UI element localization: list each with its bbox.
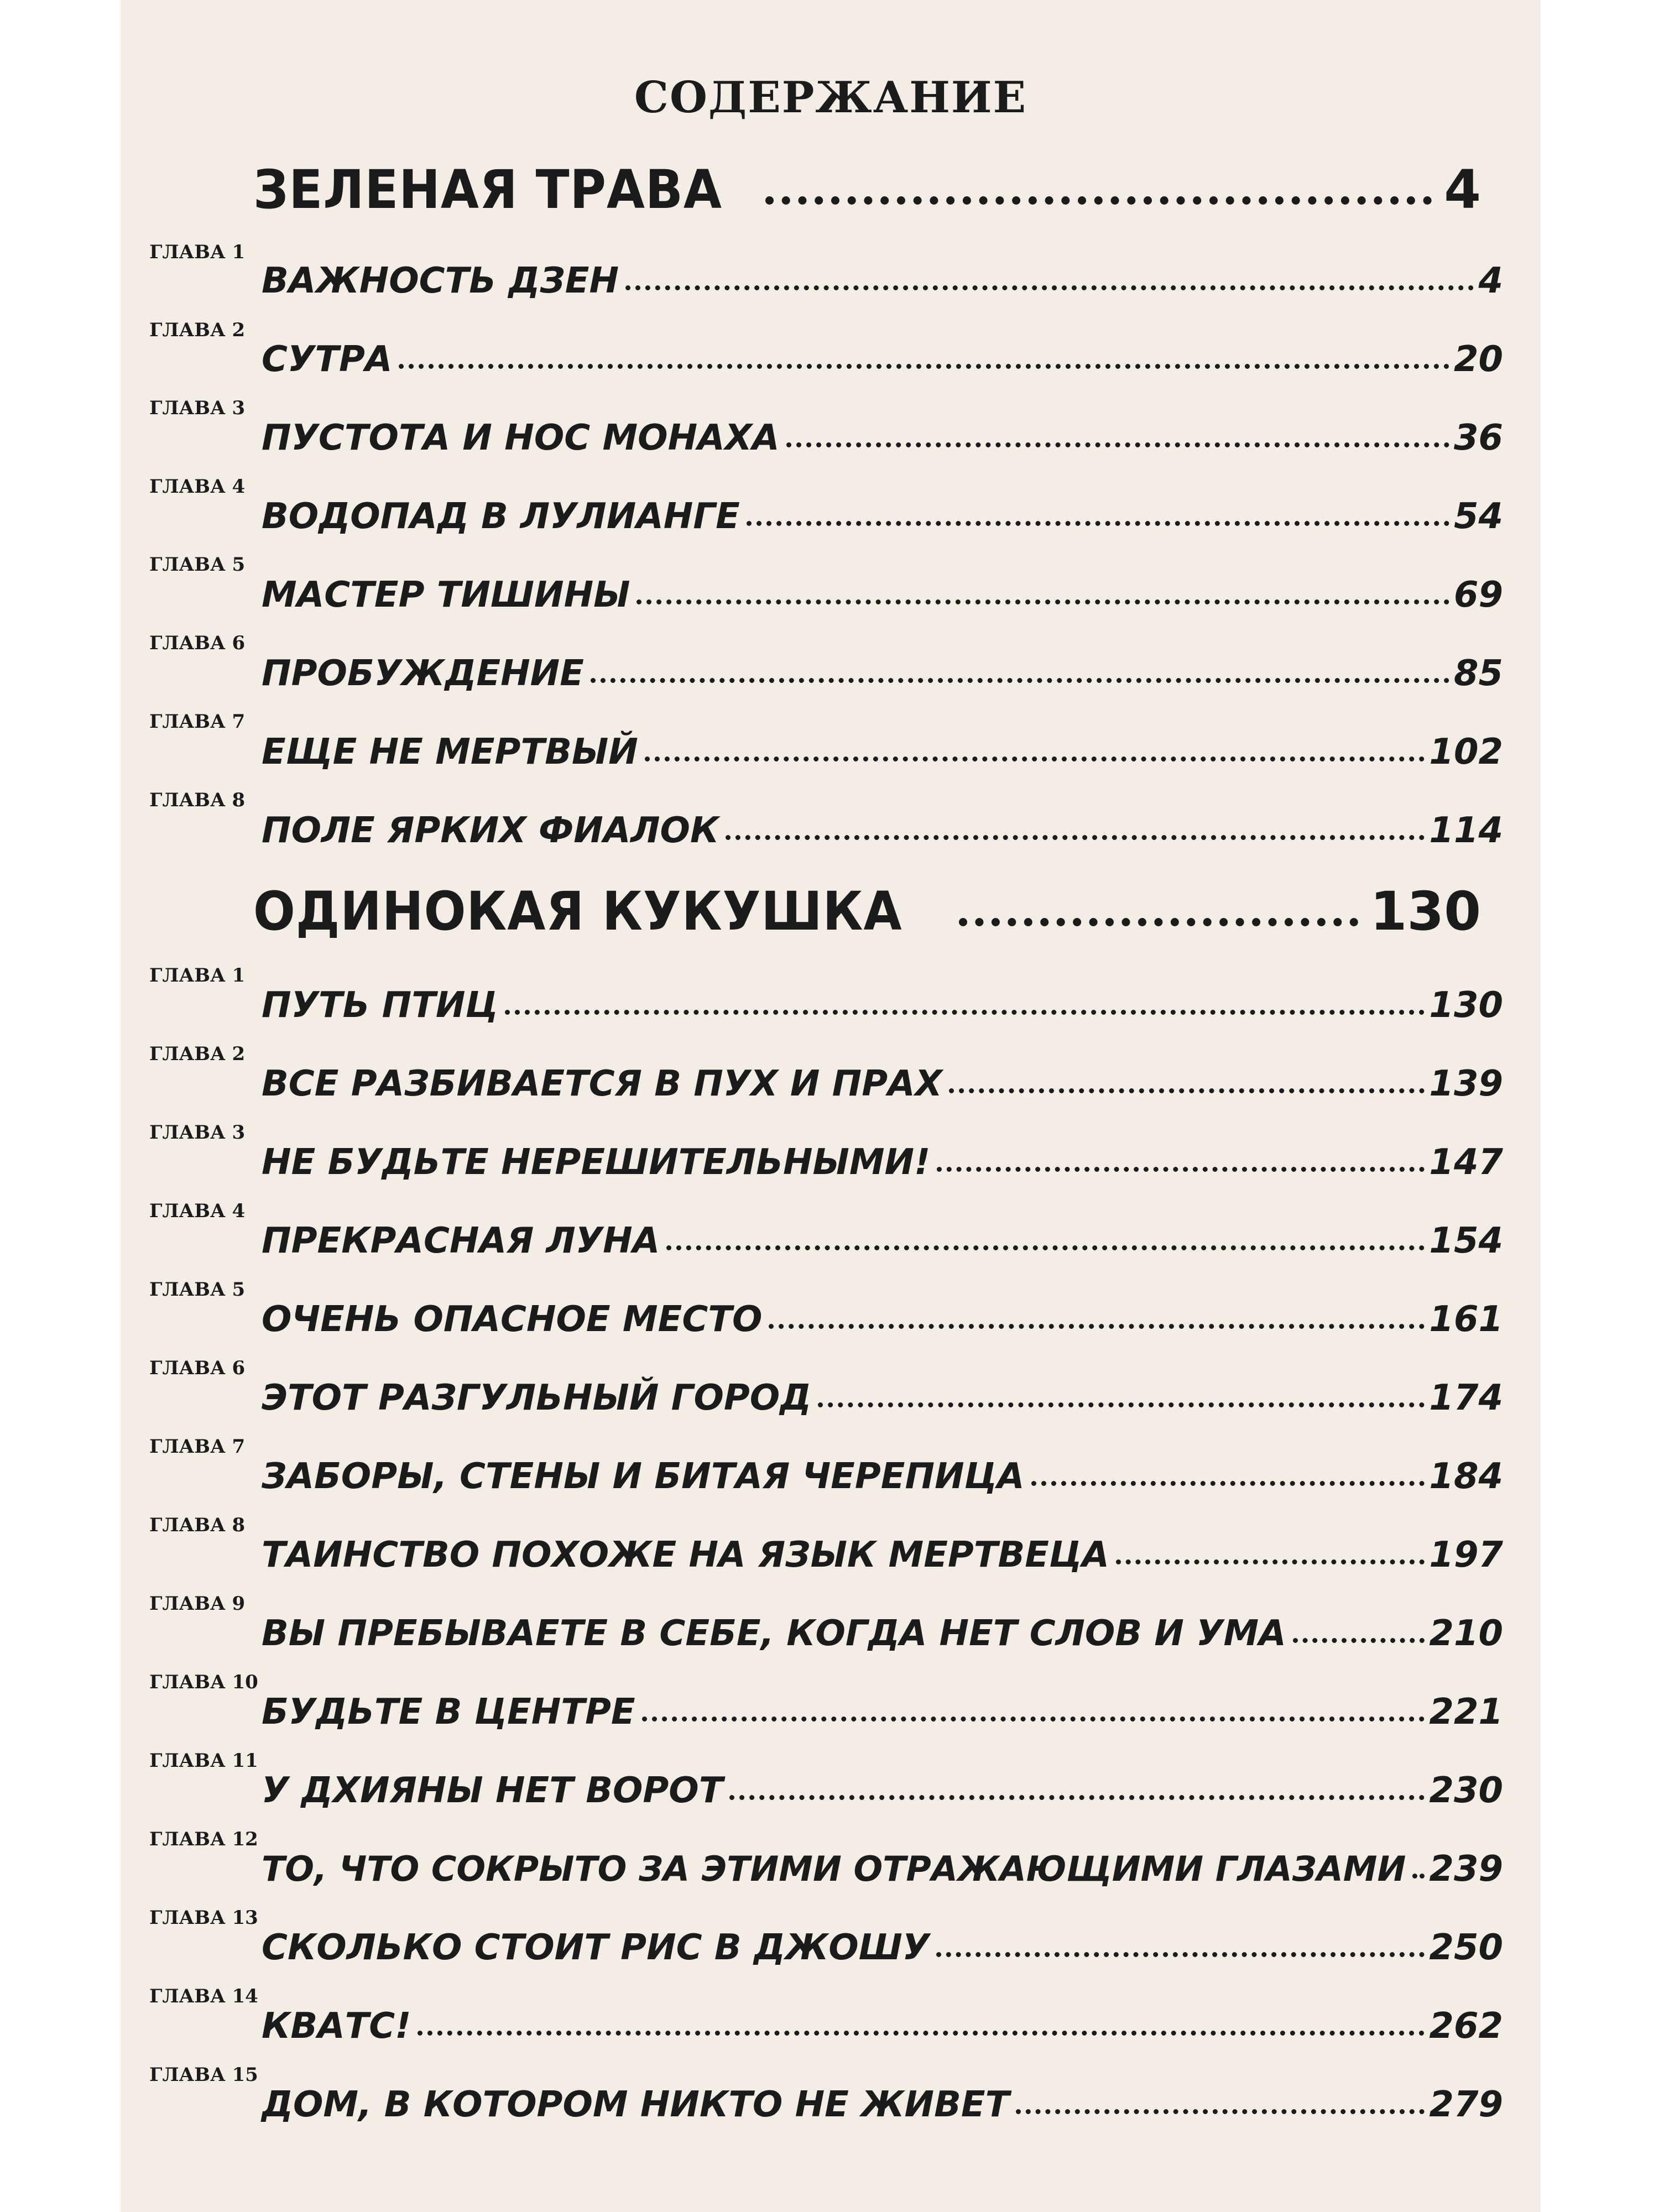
- chapter-page-number: 139: [1429, 1063, 1503, 1104]
- chapter-page-number: 69: [1453, 575, 1503, 615]
- chapter-label: ГЛАВА 9: [149, 1593, 246, 1615]
- part-title: ЗЕЛЕНАЯ ТРАВА: [253, 159, 722, 221]
- dot-leader: [625, 285, 1474, 290]
- chapter-entry: [262, 494, 1503, 539]
- chapter-title: ЗАБОРЫ, СТЕНЫ И БИТАЯ ЧЕРЕПИЦА: [262, 1456, 1025, 1497]
- chapter-page-number: 20: [1453, 339, 1503, 380]
- chapter-title: КВАТС!: [262, 2006, 411, 2047]
- dot-leader: [1293, 1638, 1425, 1643]
- chapter-entry: [262, 1062, 1503, 1106]
- chapter-title: ВОДОПАД В ЛУЛИАНГЕ: [262, 496, 740, 537]
- chapter-title: У ДХИЯНЫ НЕТ ВОРОТ: [262, 1770, 723, 1811]
- chapter-label: ГЛАВА 5: [149, 1279, 246, 1301]
- dot-leader: [726, 835, 1425, 840]
- chapter-label: ГЛАВА 10: [149, 1671, 258, 1693]
- chapter-label: ГЛАВА 1: [149, 964, 246, 987]
- dot-leader: [818, 1402, 1425, 1407]
- chapter-page-number: 174: [1429, 1378, 1503, 1418]
- chapter-label: ГЛАВА 3: [149, 397, 246, 419]
- chapter-title: ОЧЕНЬ ОПАСНОЕ МЕСТО: [262, 1299, 763, 1340]
- book-page: [121, 0, 1541, 2212]
- chapter-entry: [262, 1533, 1503, 1577]
- chapter-page-number: 114: [1429, 810, 1503, 851]
- chapter-entry: [262, 808, 1503, 853]
- dot-leader: [642, 1717, 1425, 1721]
- chapter-entry: [262, 337, 1503, 382]
- chapter-page-number: 210: [1429, 1613, 1503, 1654]
- chapter-entry: [262, 1297, 1503, 1342]
- chapter-page-number: 262: [1429, 2006, 1503, 2047]
- chapter-entry: [262, 1611, 1503, 1656]
- chapter-label: ГЛАВА 15: [149, 2064, 258, 2086]
- chapter-label: ГЛАВА 4: [149, 476, 246, 498]
- chapter-title: ПРОБУЖДЕНИЕ: [262, 653, 584, 694]
- chapter-page-number: 102: [1429, 732, 1503, 773]
- dot-leader: [1412, 1874, 1425, 1879]
- chapter-page-number: 221: [1429, 1692, 1503, 1733]
- chapter-entry: [262, 1219, 1503, 1263]
- chapter-title: МАСТЕР ТИШИНЫ: [262, 575, 630, 615]
- chapter-entry: [262, 1140, 1503, 1185]
- chapter-label: ГЛАВА 2: [149, 319, 246, 341]
- chapter-title: БУДЬТЕ В ЦЕНТРЕ: [262, 1692, 635, 1733]
- part-page-number: 4: [1444, 159, 1481, 221]
- chapter-page-number: 154: [1429, 1220, 1503, 1261]
- dot-leader: [505, 1010, 1425, 1015]
- dot-leader: [949, 1088, 1425, 1093]
- chapter-title: ЭТОТ РАЗГУЛЬНЫЙ ГОРОД: [262, 1378, 812, 1418]
- chapter-title: ПУСТОТА И НОС МОНАХА: [262, 418, 780, 458]
- dot-leader: [765, 196, 1432, 205]
- chapter-label: ГЛАВА 7: [149, 1436, 246, 1458]
- dot-leader: [747, 521, 1449, 526]
- dot-leader: [1116, 1559, 1425, 1564]
- dot-leader: [591, 678, 1449, 683]
- chapter-title: ДОМ, В КОТОРОМ НИКТО НЕ ЖИВЕТ: [262, 2084, 1010, 2125]
- chapter-page-number: 36: [1453, 418, 1503, 458]
- dot-leader: [418, 2031, 1425, 2036]
- chapter-entry: [262, 2004, 1503, 2048]
- chapter-page-number: 130: [1429, 985, 1503, 1026]
- chapter-entry: [262, 416, 1503, 460]
- dot-leader: [1031, 1481, 1425, 1486]
- chapter-title: ПУТЬ ПТИЦ: [262, 985, 498, 1026]
- chapter-entry: [262, 1926, 1503, 1970]
- chapter-label: ГЛАВА 6: [149, 1357, 246, 1379]
- chapter-label: ГЛАВА 14: [149, 1985, 258, 2007]
- chapter-title: НЕ БУДЬТЕ НЕРЕШИТЕЛЬНЫМИ!: [262, 1142, 931, 1183]
- chapter-entry: [262, 259, 1503, 303]
- dot-leader: [637, 599, 1449, 604]
- chapter-title: ТО, ЧТО СОКРЫТО ЗА ЭТИМИ ОТРАЖАЮЩИМИ ГЛАЗАМИ: [262, 1849, 1406, 1889]
- chapter-label: ГЛАВА 4: [149, 1200, 246, 1222]
- chapter-page-number: 161: [1429, 1299, 1503, 1340]
- chapter-entry: [262, 983, 1503, 1027]
- chapter-entry: [262, 730, 1503, 774]
- chapter-title: ТАИНСТВО ПОХОЖЕ НА ЯЗЫК МЕРТВЕЦА: [262, 1535, 1109, 1575]
- chapter-page-number: 147: [1429, 1142, 1503, 1183]
- chapter-label: ГЛАВА 12: [149, 1828, 258, 1850]
- chapter-page-number: 85: [1453, 653, 1503, 694]
- dot-leader: [936, 1952, 1425, 1957]
- chapter-title: ВАЖНОСТЬ ДЗЕН: [262, 260, 619, 301]
- chapter-entry: [262, 573, 1503, 617]
- chapter-label: ГЛАВА 3: [149, 1121, 246, 1144]
- chapter-entry: [262, 1690, 1503, 1734]
- chapter-page-number: 4: [1478, 260, 1503, 301]
- chapter-title: ВСЕ РАЗБИВАЕТСЯ В ПУХ И ПРАХ: [262, 1063, 942, 1104]
- chapter-page-number: 250: [1429, 1927, 1503, 1968]
- dot-leader: [769, 1324, 1425, 1329]
- chapter-label: ГЛАВА 7: [149, 711, 246, 733]
- chapter-title: ПОЛЕ ЯРКИХ ФИАЛОК: [262, 810, 719, 851]
- chapter-label: ГЛАВА 1: [149, 241, 246, 263]
- chapter-page-number: 54: [1453, 496, 1503, 537]
- chapter-entry: [262, 1454, 1503, 1499]
- dot-leader: [937, 1167, 1425, 1172]
- part-page-number: 130: [1370, 880, 1481, 942]
- chapter-page-number: 239: [1429, 1849, 1503, 1890]
- chapter-label: ГЛАВА 8: [149, 1514, 246, 1536]
- part-title: ОДИНОКАЯ КУКУШКА: [253, 880, 902, 942]
- chapter-entry: [262, 651, 1503, 696]
- chapter-page-number: 197: [1429, 1535, 1503, 1575]
- chapter-title: ЕЩЕ НЕ МЕРТВЫЙ: [262, 732, 638, 773]
- dot-leader: [729, 1795, 1425, 1800]
- chapter-page-number: 230: [1429, 1770, 1503, 1811]
- dot-leader: [645, 757, 1425, 761]
- chapter-label: ГЛАВА 8: [149, 789, 246, 811]
- chapter-title: ПРЕКРАСНАЯ ЛУНА: [262, 1220, 660, 1261]
- chapter-page-number: 279: [1429, 2084, 1503, 2125]
- chapter-title: СУТРА: [262, 339, 393, 380]
- chapter-title: ВЫ ПРЕБЫВАЕТЕ В СЕБЕ, КОГДА НЕТ СЛОВ И УМА: [262, 1613, 1286, 1654]
- chapter-label: ГЛАВА 13: [149, 1907, 258, 1929]
- chapter-label: ГЛАВА 2: [149, 1043, 246, 1065]
- chapter-page-number: 184: [1429, 1456, 1503, 1497]
- chapter-entry: [262, 2083, 1503, 2127]
- dot-leader: [666, 1245, 1425, 1250]
- part-entry: [253, 156, 1481, 223]
- chapter-label: ГЛАВА 6: [149, 632, 246, 654]
- part-entry: [253, 878, 1481, 945]
- chapter-title: СКОЛЬКО СТОИТ РИС В ДЖОШУ: [262, 1927, 930, 1968]
- chapter-entry: [262, 1768, 1503, 1813]
- dot-leader: [399, 364, 1449, 369]
- chapter-entry: [262, 1847, 1503, 1891]
- chapter-label: ГЛАВА 5: [149, 554, 246, 576]
- contents-heading: СОДЕРЖАНИЕ: [634, 72, 1027, 123]
- chapter-entry: [262, 1376, 1503, 1420]
- dot-leader: [786, 442, 1449, 447]
- dot-leader: [1016, 2109, 1425, 2114]
- dot-leader: [959, 918, 1358, 926]
- chapter-label: ГЛАВА 11: [149, 1750, 258, 1772]
